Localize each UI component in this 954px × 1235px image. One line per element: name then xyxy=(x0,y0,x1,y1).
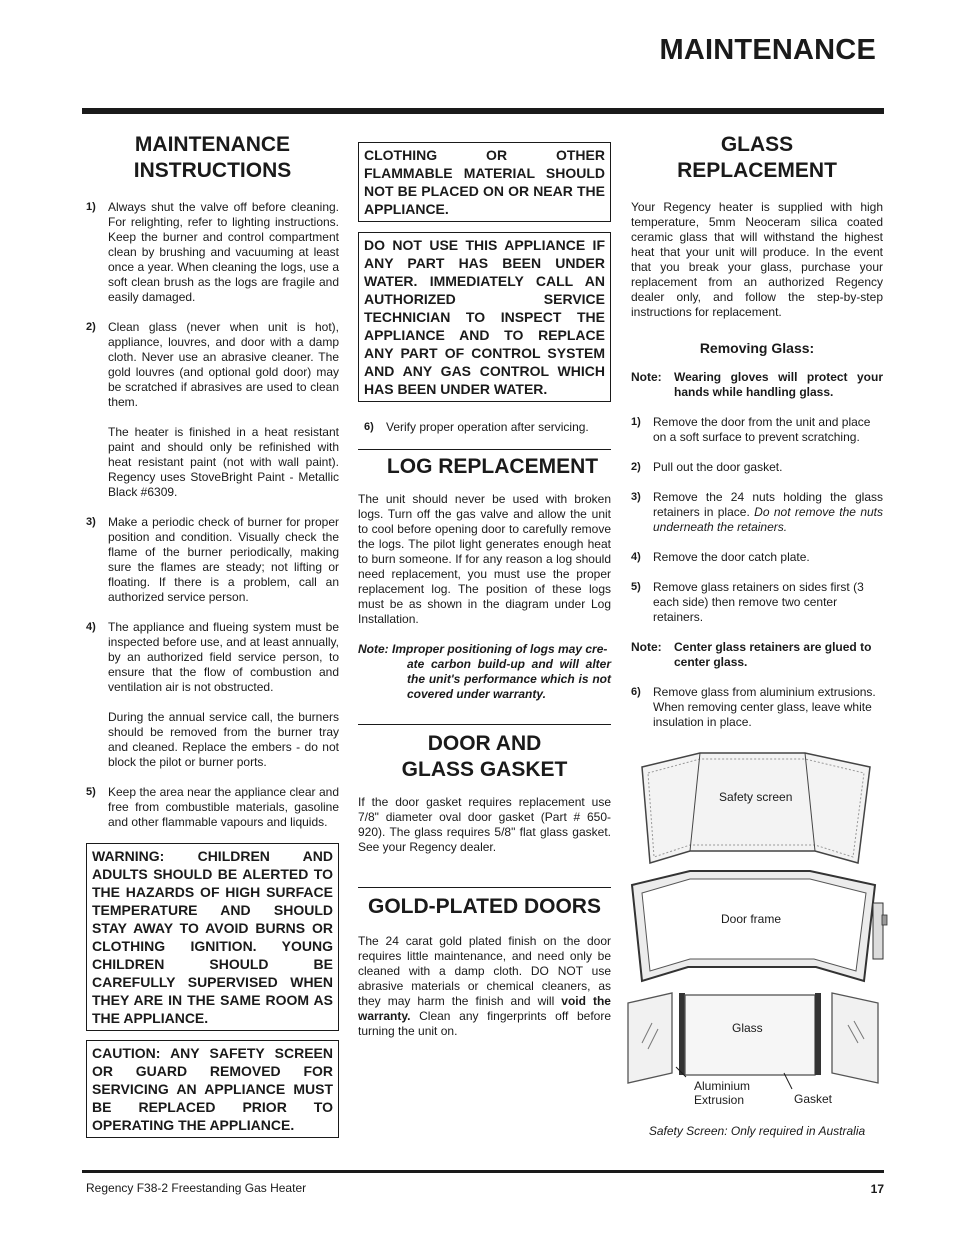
page-title: MAINTENANCE xyxy=(659,34,876,66)
step-text: Remove glass retainers on sides first (3 each side) then remove two center retainers. xyxy=(653,580,864,624)
item-text: Always shut the valve off before cleaning. For relighting, refer to lighting instructions. Keep the burner and control compartment clean by brushing and vacuuming at least once a year. When cleaning the logs, use a soft clean brush as the logs are fragile and easily damaged. xyxy=(108,200,339,304)
step-number: 2) xyxy=(631,461,641,473)
item-text: Verify proper operation after servicing. xyxy=(386,420,589,434)
item-text: Keep the area near the appliance clear and free from combustible materials, gasoline and other flammable vapours and liquids. xyxy=(108,785,339,829)
instruction-item-6 xyxy=(358,420,611,435)
step-text: Remove the door catch plate. xyxy=(653,550,810,564)
under-water-box: DO NOT USE THIS APPLIANCE IF ANY PART HAS BEEN UNDER WATER. IMMEDIATELY CALL AN AUTHORIZED SERVICE TECHNICIAN TO INSPECT THE APPLIANCE AND TO REPLACE ANY PART OF CONTROL SYSTEM AND ANY GAS CONTROL WHICH HAS BEEN UNDER WATER. xyxy=(358,232,611,402)
log-replacement-heading: LOG REPLACEMENT xyxy=(386,455,599,478)
log-note xyxy=(358,642,611,702)
removing-glass-subhead: Removing Glass: xyxy=(699,340,815,356)
gold-plated-doors-heading: GOLD-PLATED DOORS xyxy=(368,895,601,918)
item-number: 4) xyxy=(86,621,96,633)
instruction-item-4 xyxy=(86,620,339,770)
door-assembly-diagram xyxy=(620,745,895,1120)
note-label: Note: xyxy=(631,640,662,654)
glass-label: Glass xyxy=(732,1021,763,1035)
heading-line-1: GLASS xyxy=(720,133,794,156)
heading-line-2: REPLACEMENT xyxy=(677,159,837,182)
note-text: Center glass retainers are glued to center glass. xyxy=(674,640,872,669)
glass-step-1 xyxy=(631,415,883,445)
maintenance-instructions-heading xyxy=(86,132,339,184)
warranty-emphasis: void the warranty. xyxy=(358,994,611,1023)
item-number: 6) xyxy=(364,421,374,433)
gold-plated-doors-text xyxy=(358,934,611,1039)
heading-line-1: DOOR AND xyxy=(427,732,542,755)
item-text-continued: During the annual service call, the burners should be removed from the burner tray and cleaned. Replace the embers - do not block the pilot or burner ports. xyxy=(108,710,339,769)
gasket-label: Gasket xyxy=(794,1092,833,1106)
flammable-material-box: CLOTHING OR OTHER FLAMMABLE MATERIAL SHOULD NOT BE PLACED ON OR NEAR THE APPLIANCE. xyxy=(358,142,611,222)
column-glass-replacement xyxy=(631,132,883,730)
step-number: 4) xyxy=(631,551,641,563)
item-number: 3) xyxy=(86,516,96,528)
heading-line-1: MAINTENANCE xyxy=(134,133,291,156)
glass-intro-text: Your Regency heater is supplied with high temperature, 5mm Neoceram silica coated ceramic glass that will withstand the highest heat that your unit will produce. In the event that you break your glass, purchase your replacement from an authorized Regency dealer only, and follow the step-by-step instructions for replacement. xyxy=(631,200,883,319)
door-frame-illustration xyxy=(632,871,887,981)
glass-step-3 xyxy=(631,490,883,535)
glass-step-4 xyxy=(631,550,883,565)
gloves-note xyxy=(631,370,883,400)
safety-screen-label: Safety screen xyxy=(719,790,793,804)
instruction-item-2 xyxy=(86,320,339,500)
note-rest: ate carbon build-up and will alter the unit's performance which is not covered under warranty. xyxy=(407,657,611,701)
page-number: 17 xyxy=(870,1182,884,1196)
item-number: 5) xyxy=(86,786,96,798)
heading-line-2: GLASS GASKET xyxy=(401,758,568,781)
note-label: Note: xyxy=(358,642,389,656)
text-part: The 24 carat gold plated finish on the door requires little maintenance, and need only be cleaned with a damp cloth. DO NOT use abrasive materials or chemical cleaners, as they may harm the finish and will xyxy=(358,934,611,1008)
aluminium-label-line-2: Extrusion xyxy=(694,1093,745,1107)
diagram-caption: Safety Screen: Only required in Australia xyxy=(648,1124,866,1138)
heading-line-2: INSTRUCTIONS xyxy=(133,159,292,182)
warning-box: WARNING: CHILDREN AND ADULTS SHOULD BE ALERTED TO THE HAZARDS OF HIGH SURFACE TEMPERATURE AND SHOULD STAY AWAY TO AVOID BURNS OR CLOTHING IGNITION. YOUNG CHILDREN SHOULD BE CAREFULLY SUPERVISED WHEN THEY ARE IN THE SAME ROOM AS THE APPLIANCE. xyxy=(86,843,339,1031)
log-replacement-text: The unit should never be used with broken logs. Turn off the gas valve and allow the unit to cool before opening door to carefully remove the logs. The pilot light generates enough heat to burn someone. If for any reason a log should need replacement, you must use the proper replacement log. The position of these logs must be as shown in the diagram under Log Installation. xyxy=(358,492,611,626)
aluminium-extrusion-label xyxy=(694,1079,753,1107)
step-text: Pull out the door gasket. xyxy=(653,460,783,474)
column-log-and-doors xyxy=(358,142,611,1039)
glass-step-6 xyxy=(631,685,883,730)
instruction-item-5 xyxy=(86,785,339,830)
item-text-continued: The heater is finished in a heat resistant paint and should only be refinished with heat resistant paint (not with wall paint). Regency uses StoveBright Paint - Metallic Black #6309. xyxy=(108,425,339,499)
instruction-item-3 xyxy=(86,515,339,605)
step-number: 3) xyxy=(631,491,641,503)
step-number: 1) xyxy=(631,416,641,428)
note-label: Note: xyxy=(631,370,662,384)
text-part: Remove the 24 nuts holding the glass retainers in place. xyxy=(653,490,883,519)
footer-title: Regency F38-2 Freestanding Gas Heater xyxy=(86,1181,307,1195)
note-first-line: Improper positioning of logs may cre- xyxy=(392,642,608,656)
caution-box: CAUTION: ANY SAFETY SCREEN OR GUARD REMOVED FOR SERVICING AN APPLIANCE MUST BE REPLACED PRIOR TO OPERATING THE APPLIANCE. xyxy=(86,1040,339,1138)
center-glass-note xyxy=(631,640,883,670)
aluminium-label-line-1: Aluminium xyxy=(694,1079,751,1093)
glass-step-5 xyxy=(631,580,883,625)
item-text: The appliance and flueing system must be inspected before use, and at least annually, by an authorized field service person, to ensure that the flow of combustion and ventilation air is not obstructed. xyxy=(108,620,339,694)
italic-caution: Do not remove the nuts underneath the retainers. xyxy=(653,505,884,534)
step-number: 5) xyxy=(631,581,641,593)
item-number: 2) xyxy=(86,321,96,333)
column-maintenance-instructions xyxy=(86,132,339,1138)
step-number: 6) xyxy=(631,686,641,698)
item-number: 1) xyxy=(86,201,96,213)
safety-screen-illustration xyxy=(642,753,870,863)
glass-panels-illustration xyxy=(628,993,878,1083)
glass-replacement-heading xyxy=(631,132,883,184)
step-text: Remove the door from the unit and place on a soft surface to prevent scratching. xyxy=(653,415,871,444)
step-text: Remove glass from aluminium extrusions. When removing center glass, leave white insulation in place. xyxy=(653,685,876,729)
glass-step-2 xyxy=(631,460,883,475)
door-frame-label: Door frame xyxy=(721,912,782,926)
item-text: Clean glass (never when unit is hot), appliance, louvres, and door with a damp cloth. Never use an abrasive cleaner. The gold louvres (and optional gold door) may be scratched if abrasives are used to clean them. xyxy=(108,320,339,409)
item-text: Make a periodic check of burner for proper position and condition. Visually check the flame of the burner periodically, making sure the flames are steady; not lifting or floating. If there is a problem, call an authorized service person. xyxy=(108,515,339,604)
door-gasket-text: If the door gasket requires replacement use 7/8" diameter oval door gasket (Part # 650-920). The glass requires 5/8" flat glass gasket. See your Regency dealer. xyxy=(358,795,611,854)
step-text xyxy=(653,490,883,535)
instruction-item-1 xyxy=(86,200,339,305)
top-rule xyxy=(82,108,884,114)
text-part: Clean any fingerprints off before turning the unit on. xyxy=(358,1009,611,1038)
door-gasket-heading xyxy=(358,731,611,783)
note-text: Wearing gloves will protect your hands while handling glass. xyxy=(674,370,883,399)
bottom-rule xyxy=(82,1170,884,1173)
